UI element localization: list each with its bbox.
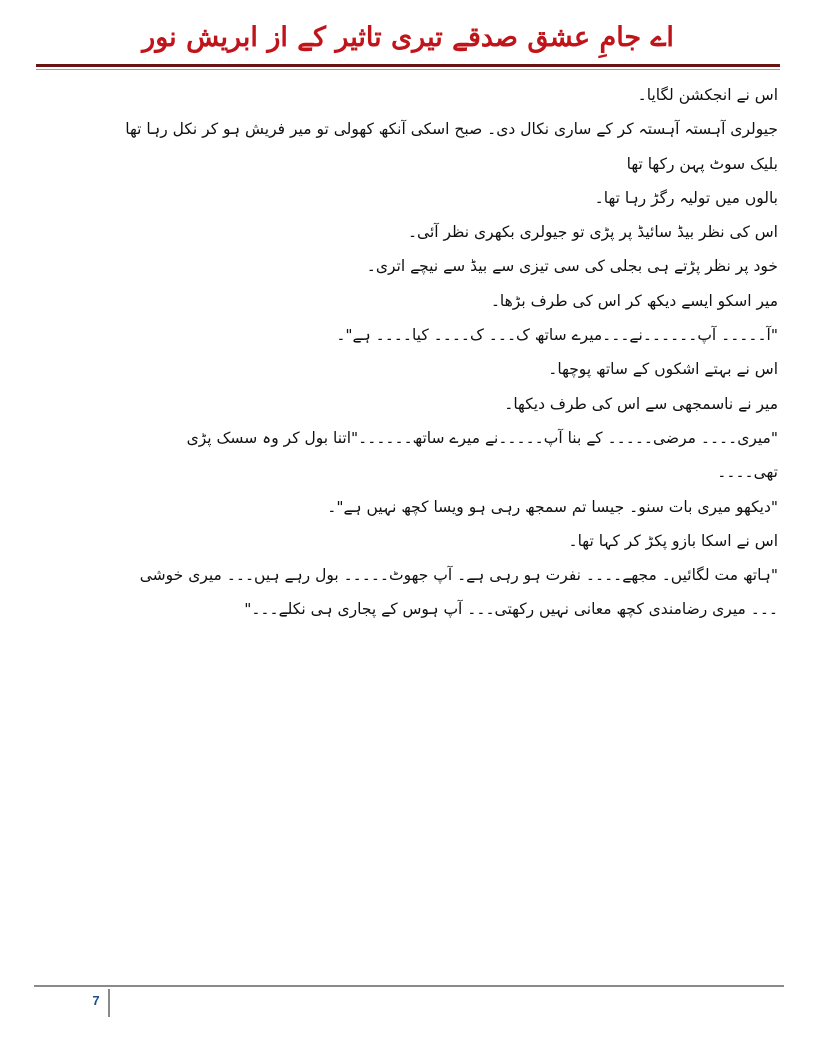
header-divider-thin xyxy=(36,69,780,70)
text-line: اس نے بہتے اشکوں کے ساتھ پوچھا۔ xyxy=(548,360,778,379)
footer-divider xyxy=(34,985,784,987)
text-line: "میری۔۔۔۔ مرضی۔۔۔۔۔ کے بنا آپ۔۔۔۔۔نے میرے ساتھ۔۔۔۔۔۔"اتنا بول کر وہ سسک پڑی xyxy=(186,428,778,447)
text-line: ۔۔۔ میری رضامندی کچھ معانی نہیں رکھتی۔۔۔ آپ ہوس کے پجاری ہی نکلے۔۔۔" xyxy=(244,600,778,619)
text-line: "دیکھو میری بات سنو۔ جیسا تم سمجھ رہی ہو ویسا کچھ نہیں ہے"۔ xyxy=(327,497,778,516)
text-line: اس نے اسکا بازو پکڑ کر کہا تھا۔ xyxy=(568,531,778,550)
text-line: "ہاتھ مت لگائیں۔ مجھے۔۔۔۔ نفرت ہو رہی ہے۔ آپ جھوٹ۔۔۔۔۔ بول رہے ہیں۔۔۔ میری خوشی xyxy=(139,566,778,585)
page-number-separator xyxy=(108,989,110,1017)
text-line: اس کی نظر بیڈ سائیڈ پر پڑی تو جیولری بکھری نظر آئی۔ xyxy=(407,223,778,242)
header-divider xyxy=(36,64,780,67)
text-line: بلیک سوٹ پہن رکھا تھا xyxy=(626,154,778,173)
text-line: بالوں میں تولیہ رگڑ رہا تھا۔ xyxy=(594,188,778,207)
text-line: خود پر نظر پڑتے ہی بجلی کی سی تیزی سے بیڈ سے نیچے اتری۔ xyxy=(366,257,778,276)
body-text xyxy=(48,78,778,627)
text-line: اس نے انجکشن لگایا۔ xyxy=(637,86,778,104)
text-line: تھی۔۔۔۔ xyxy=(717,463,778,482)
page-number: 7 xyxy=(92,993,100,1008)
header-title: اے جامِ عشق صدقے تیری تاثیر کے از ابریش نور xyxy=(142,22,674,53)
text-line: میر اسکو ایسے دیکھ کر اس کی طرف بڑھا۔ xyxy=(490,291,778,310)
text-line: جیولری آہستہ آہستہ کر کے ساری نکال دی۔ صبح اسکی آنکھ کھولی تو میر فریش ہو کر نکل رہا تھا xyxy=(125,120,778,139)
text-line: میر نے ناسمجھی سے اس کی طرف دیکھا۔ xyxy=(504,394,778,413)
text-line: "آ۔۔۔۔۔ آپ۔۔۔۔۔۔نے۔۔۔میرے ساتھ ک۔۔۔ ک۔۔۔۔ کیا۔۔۔۔ ہے"۔ xyxy=(336,326,778,345)
